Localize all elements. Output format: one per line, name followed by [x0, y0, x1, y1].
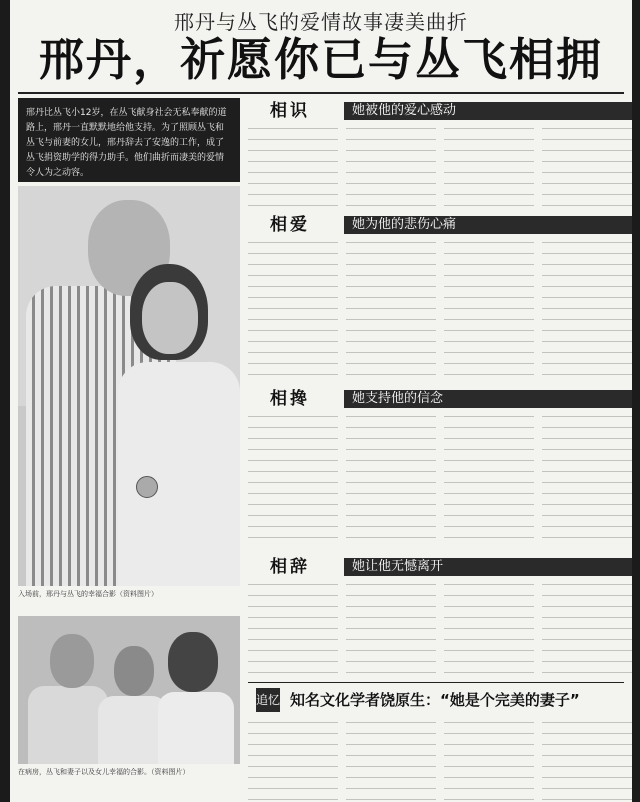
article-headline: 邢丹，祈愿你已与丛飞相拥: [38, 33, 603, 86]
section-title: 她支持他的信念: [352, 391, 444, 406]
section-label: 相识: [270, 101, 310, 121]
section-title: 她为他的悲伤心痛: [352, 217, 457, 232]
section-label: 相辞: [270, 557, 310, 577]
section-body: [248, 416, 632, 546]
section-title: 她被他的爱心感动: [352, 103, 457, 118]
article-subhead: 邢丹与丛飞的爱情故事凄美曲折: [174, 10, 468, 34]
article-intro: 邢丹比丛飞小12岁，在丛飞献身社会无私奉献的道路上，邢丹一直默默地给他支持。为了照顾丛飞和丛飞与前妻的女儿，邢丹辞去了安逸的工作，成了丛飞捐资助学的得力助手。他们曲折而凄美的爱情令人为之动容。: [18, 98, 240, 182]
feature-quote: “她是个完美的妻子”: [440, 691, 580, 709]
medal-icon: [136, 476, 158, 498]
section-body: [248, 128, 632, 208]
photo-caption-2: 在病房，丛飞和妻子以及女儿幸福的合影。（资料图片）: [18, 768, 190, 776]
section-acquaintance: [248, 100, 632, 210]
section-title: 她让他无憾离开: [352, 559, 444, 574]
section-farewell: [248, 556, 632, 680]
newspaper-page: [10, 0, 632, 802]
feature-headline: [248, 686, 632, 716]
photo-caption-1: 入场前，邢丹与丛飞的幸福合影（资料图片）: [18, 590, 158, 598]
feature-rule: [248, 682, 624, 683]
section-support: [248, 388, 632, 548]
section-label: 相搀: [270, 389, 310, 409]
family-photo: [18, 616, 240, 764]
headline-rule: [18, 92, 624, 94]
feature-title: 知名文化学者饶原生：: [290, 691, 441, 709]
section-label: 相爱: [270, 215, 310, 235]
section-love: [248, 214, 632, 378]
feature-tag: 追忆: [256, 688, 280, 712]
couple-photo: [18, 186, 240, 586]
section-body: [248, 242, 632, 376]
feature-body: [248, 722, 632, 800]
section-body: [248, 584, 632, 678]
